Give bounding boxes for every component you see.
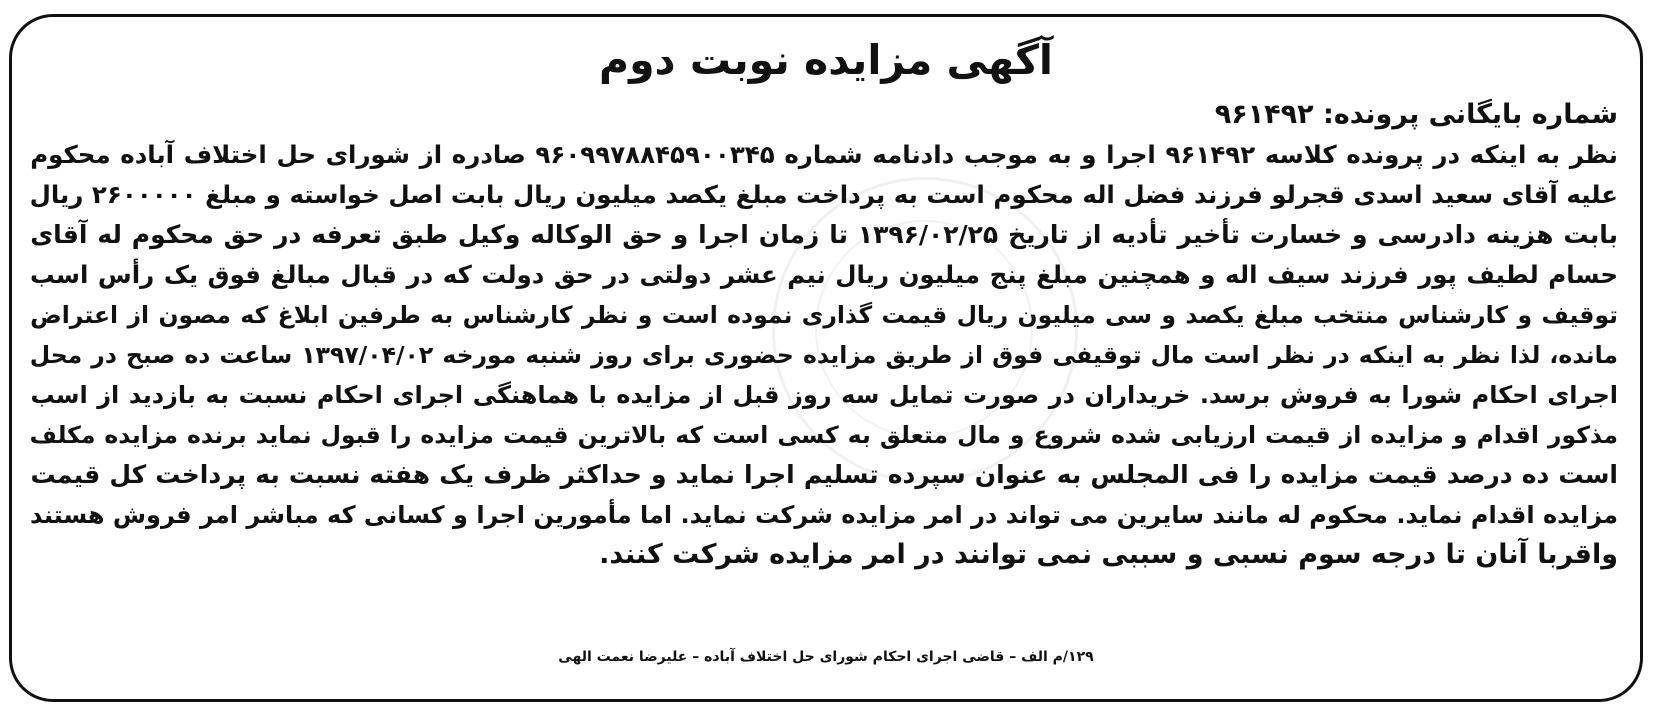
body-line: بابت هزینه دادرسی و خسارت تأخیر تأدیه از تاریخ ۱۳۹۶/۰۲/۲۵ تا زمان اجرا و حق الوکاله وکیل طبق تعرفه در حق محکوم له آقای	[30, 220, 1618, 249]
signature-line: ۱۲۹/م الف – قاضی اجرای احکام شورای حل اختلاف آباده – علیرضا نعمت الهی	[558, 649, 1094, 665]
archive-number-line: شماره بایگانی پرونده: ۹۶۱۴۹۲	[1214, 99, 1618, 130]
body-line: مذکور اقدام و مزایده از قیمت ارزیابی شده شروع و مال متعلق به کسی است که بالاترین قیمت مزایده را قبول نماید برنده مزایده مکلف	[29, 421, 1618, 449]
body-line: است ده درصد قیمت مزایده را فی المجلس به عنوان سپرده تسلیم اجرا نماید و حداکثر ظرف یک هفته نسبت به پرداخت کل قیمت	[30, 460, 1618, 489]
body-line: مزایده اقدام نماید. محکوم له مانند سایرین می تواند در امر مزایده شرکت نماید. اما مأمورین اجرا و کسانی که مباشر امر فروش هستند	[30, 501, 1618, 529]
body-line: اجرای احکام شورا به فروش برسد. خریداران در صورت تمایل سه روز قبل از مزایده با هماهنگی اجرای احکام نسبت به بازدید از اسب	[30, 381, 1618, 409]
body-line: واقربا آنان تا درجه سوم نسبی و سببی نمی توانند در امر مزایده شرکت کنند.	[599, 539, 1618, 570]
notice-frame	[9, 14, 1643, 702]
body-line: مانده، لذا نظر به اینکه در نظر است مال توقیفی فوق از طریق مزایده حضوری برای روز شنبه مورخه ۱۳۹۷/۰۴/۰۲ ساعت ده صبح در محل	[29, 341, 1618, 369]
body-line: توقیف و کارشناس منتخب مبلغ یکصد و سی میلیون ریال قیمت گذاری نموده است و نظر کارشناس به طرفین ابلاغ که مصون از اعتراض	[30, 301, 1618, 329]
body-line: حسام لطیف پور فرزند سیف اله و همچنین مبلغ پنج میلیون ریال نیم عشر دولتی در حق دولت که در قبال مبالغ فوق یک رأس اسب	[29, 260, 1618, 289]
body-line: نظر به اینکه در پرونده کلاسه ۹۶۱۴۹۲ اجرا و به موجب دادنامه شماره ۹۶۰۹۹۷۸۸۴۵۹۰۰۳۴۵ صادره از شورای حل اختلاف آباده محکوم	[30, 140, 1618, 169]
notice-body	[30, 95, 1618, 575]
body-line: علیه آقای سعید اسدی قجرلو فرزند فضل اله محکوم است به پرداخت مبلغ یکصد میلیون ریال بابت اصل خواسته و مبلغ ۲۶۰۰۰۰۰ ریال	[29, 180, 1618, 209]
notice-title: آگهی مزایده نوبت دوم	[599, 36, 1053, 84]
